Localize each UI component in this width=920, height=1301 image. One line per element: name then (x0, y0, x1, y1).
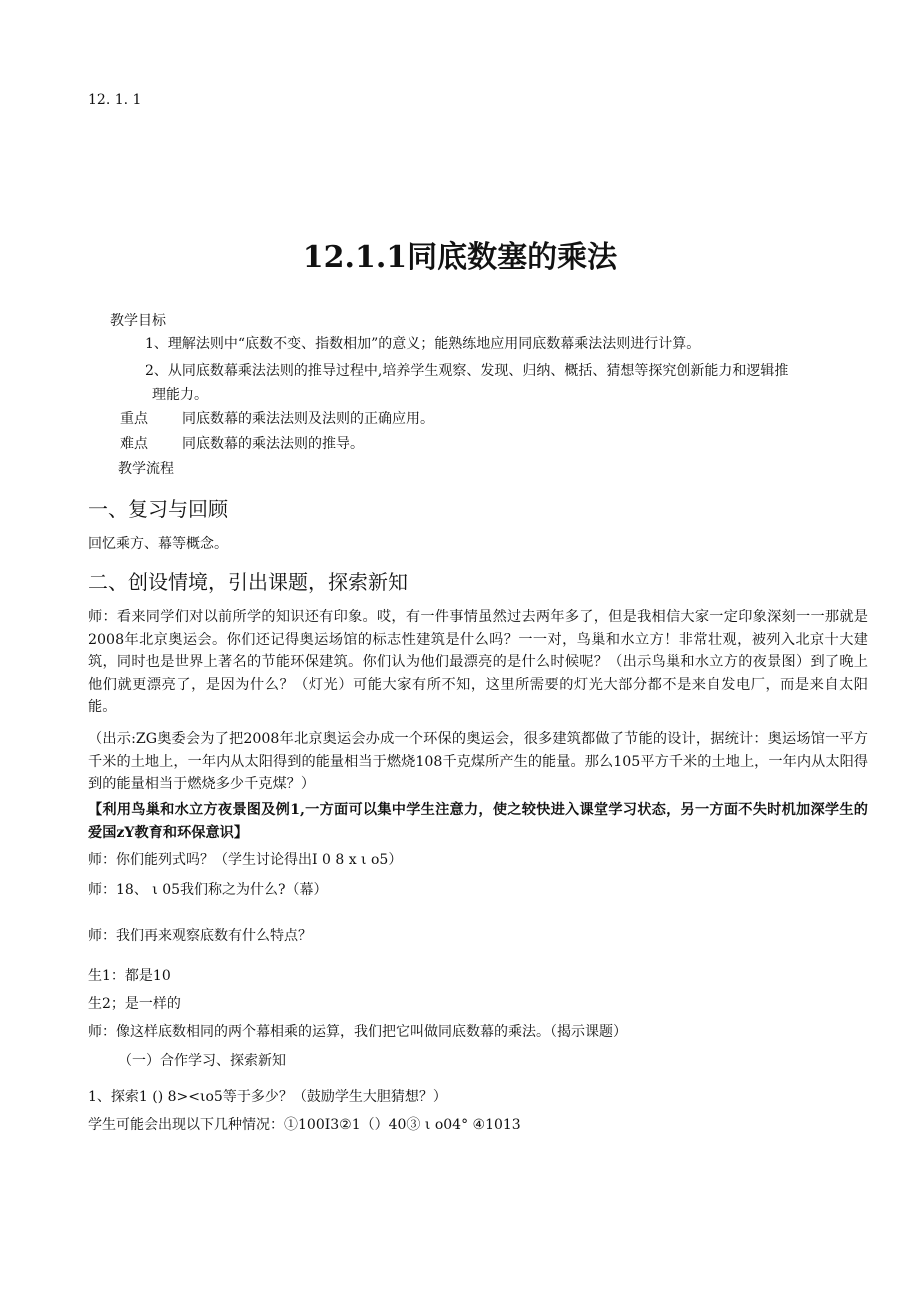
paragraph-intro: 师：看来同学们对以前所学的知识还有印象。哎，有一件事情虽然过去两年多了，但是我相信大家一定印象深刻一一那就是2008年北京奥运会。你们还记得奥运场馆的标志性建筑是什么吗？一一对，鸟巢和水立方！非常壮观，被列入北京十大建筑，同时也是世界上著名的节能环保建筑。你们认为他们最漂亮的是什么时候呢？（出示鸟巢和水立方的夜景图）到了晚上他们就更漂亮了，是因为什么？（灯光）可能大家有所不知，这里所需要的灯光大部分都不是来自发电厂，而是来自太阳能。 (88, 609, 868, 715)
section2-heading: 二、创设情境，引出课题，探索新知 (88, 570, 408, 594)
dialogue-line-4: 生1：都是10 (88, 968, 171, 984)
teaching-note: 【利用鸟巢和水立方夜景图及例1,一方面可以集中学生注意力，使之较快进入课堂学习状态，另一方面不失时机加深学生的爱国zY教育和环保意识】 (88, 802, 868, 841)
dialogue-line-1: 师：你们能列式吗？（学生讨论得出I 0 8 x ι o5） (88, 852, 403, 868)
objectives-heading: 教学目标 (110, 313, 166, 329)
explore-line: 1、探索1 () 8><ιo5等于多少？（鼓励学生大胆猜想？） (88, 1089, 447, 1105)
key-point (120, 409, 434, 429)
page-title: 12.1.1同底数塞的乘法 (302, 240, 618, 275)
objective-item-2-cont: 理能力。 (152, 387, 208, 403)
difficulty-text: 同底数幕的乘法法则的推导。 (182, 436, 364, 452)
section1-heading: 一、复习与回顾 (88, 497, 228, 521)
difficulty-point (120, 434, 364, 454)
key-point-text: 同底数幕的乘法法则及法则的正确应用。 (182, 411, 434, 427)
dialogue-line-6: 师：像这样底数相同的两个幕相乘的运算，我们把它叫做同底数幕的乘法。（揭示课题） (88, 1024, 627, 1040)
key-point-label: 重点 (120, 411, 148, 427)
dialogue-line-2: 师：18、 ι 05我们称之为什么?（幕） (88, 882, 328, 898)
flow-heading: 教学流程 (118, 461, 174, 477)
doc-code: 12. 1. 1 (88, 92, 142, 108)
student-answers: 学生可能会出现以下几种情况：①100I3②1（）40③ ι o04° ④1013 (88, 1117, 521, 1133)
dialogue-line-3: 师：我们再来观察底数有什么特点？ (88, 928, 312, 944)
subsection-heading: （一）合作学习、探索新知 (118, 1053, 286, 1069)
objective-item-1: 1、理解法则中“底数不变、指数相加”的意义；能熟练地应用同底数幕乘法法则进行计算。 (145, 336, 701, 352)
section1-text: 回忆乘方、幕等概念。 (88, 536, 228, 552)
difficulty-label: 难点 (120, 436, 148, 452)
dialogue-line-5: 生2；是一样的 (88, 996, 181, 1012)
objective-item-2: 2、从同底数幕乘法法则的推导过程中,培养学生观察、发现、归纳、概括、猜想等探究创新能力和逻辑推 (145, 363, 789, 379)
paragraph-question: （出示:ZG奥委会为了把2008年北京奥运会办成一个环保的奥运会，很多建筑都做了节能的设计，据统计：奥运场馆一平方千米的土地上，一年内从太阳得到的能量相当于燃烧108千克煤所产生的能量。那么105平方千米的土地上，一年内从太阳得到的能量相当于燃烧多少千克煤？） (88, 731, 868, 792)
